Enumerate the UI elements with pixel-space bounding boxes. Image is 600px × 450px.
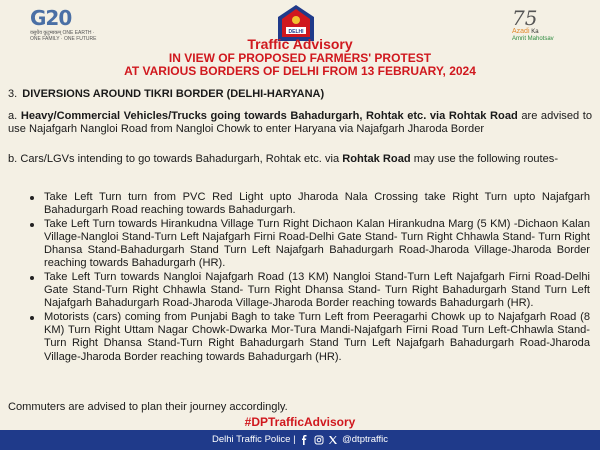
bullet-dot: [30, 196, 34, 200]
x-twitter-icon[interactable]: [328, 435, 338, 445]
route-item: [30, 218, 590, 271]
footer-content: [0, 434, 600, 447]
subtitle-line1: IN VIEW OF PROPOSED FARMERS' PROTEST: [168, 51, 432, 65]
facebook-icon[interactable]: [299, 435, 309, 445]
g20-tagline: वसुधैव कुटुम्बकम् ONE EARTH · ONE FAMILY · ONE FUTURE: [30, 30, 97, 42]
header: [0, 0, 600, 82]
footer-separator: |: [293, 434, 296, 445]
bullet-dot: [30, 223, 34, 227]
section-heading: [8, 88, 324, 100]
route-text: Take Left Turn turn from PVC Red Light upto Jharoda Nala Crossing take Right Turn upto Najafgarh Bahadurgarh Road reaching towards Bahadurgarh.: [44, 191, 590, 217]
section-title: DIVERSIONS AROUND TIKRI BORDER (DELHI-HARYANA): [22, 88, 325, 100]
route-item: [30, 271, 590, 311]
azadi-line3: Amrit Mahotsav: [512, 36, 554, 42]
para-a-prefix: a.: [8, 110, 21, 122]
footer: [0, 430, 600, 450]
route-text: Motorists (cars) coming from Punjabi Bagh to take Turn Left from Peeragarhi Chowk up to Najafgarh Road (8 KM) Turn Right Uttam Nagar Chowk-Dwarka Mor-Tura Mandi-Najafgarh Firni Road Turn Left-Chhawla Stand-Turn Right Dhansa Stand-Turn Right Bahadurgarh Stand Turn Left Najafgarh Bahadurgarh Road-Jharoda Village-Jharoda Border reaching towards Bahadurgarh (HR).: [44, 310, 590, 363]
route-text: Take Left Turn towards Nangloi Najafgarh Road (13 KM) Nangloi Stand-Turn Left Najafgarh Firni Road-Delhi Gate Stand-Turn Right Chhawla Stand- Turn Right Dhansa Stand- Turn Right Bahadurgarh Stand Turn Left Najafgarh Bahadurgarh Road-Jharoda Village-Jharoda Border reaching towards Bahadurgarh (HR).: [44, 270, 590, 310]
bullet-dot: [30, 276, 34, 280]
azadi-line1: Azadi: [512, 28, 530, 35]
route-text: Take Left Turn towards Hirankudna Village Turn Right Dichaon Kalan Hirankudna Marg (5 KM) -Dichaon Kalan Village-Nangloi Stand-Turn Left Najafgarh Firni Road-Delhi Gate Stand- Turn Right Chhawla Stand- Turn Right Dhansa Stand-Bahadurgarh Stand Turn Left Najafgarh Bahadurgarh Road-Jharoda Village-Jharoda Border reaching towards Bahadurgarh (HR).: [44, 217, 590, 270]
hashtag[interactable]: #DPTrafficAdvisory: [244, 415, 356, 429]
closing-note: Commuters are advised to plan their journey accordingly.: [8, 401, 288, 413]
azadi-number: 75: [512, 6, 538, 30]
route-item: [30, 311, 590, 364]
para-a-rest: are advised to use Najafgarh Nangloi Road from Nangloi Chowk to enter Haryana via Najafgarh Jharoda Border: [8, 110, 592, 136]
para-b-prefix: b. Cars/LGVs intending to go towards Bahadurgarh, Rohtak etc. via: [8, 153, 343, 165]
para-a-bold: Heavy/Commercial Vehicles/Trucks going towards Bahadurgarh, Rohtak etc. via Rohtak Road: [20, 110, 518, 122]
route-item: [30, 191, 590, 218]
paragraph-a: [8, 110, 592, 137]
bullet-dot: [30, 316, 34, 320]
section-number: 3.: [8, 88, 18, 100]
para-b-bold: Rohtak Road: [342, 153, 411, 165]
g20-logo-text: G20: [30, 6, 72, 30]
azadi-line2: Ka: [531, 29, 539, 35]
footer-org: Delhi Traffic Police: [211, 434, 291, 445]
emblem-text: DELHI: [288, 29, 304, 35]
advisory-subtitle: [0, 52, 600, 78]
instagram-icon[interactable]: [314, 435, 324, 445]
para-b-rest: may use the following routes-: [410, 153, 559, 165]
subtitle-line2: AT VARIOUS BORDERS OF DELHI FROM 13 FEBRUARY, 2024: [124, 64, 476, 78]
paragraph-b: [8, 153, 592, 166]
advisory-title: Traffic Advisory: [247, 36, 353, 52]
route-list: [30, 191, 590, 364]
footer-handle[interactable]: @dtptraffic: [342, 434, 389, 445]
